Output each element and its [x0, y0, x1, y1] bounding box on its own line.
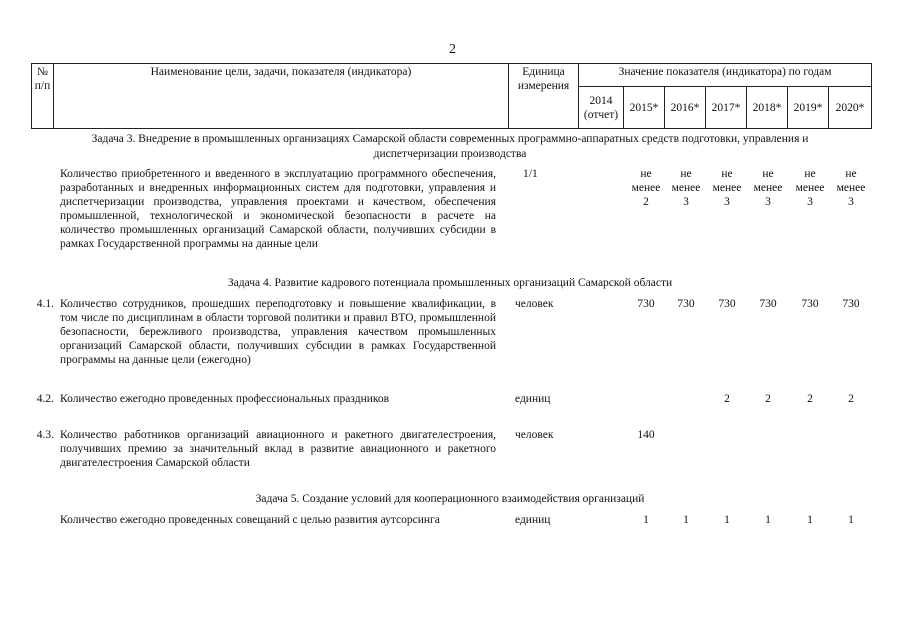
indicator-value: не менее 3	[795, 168, 825, 208]
indicator-name: Количество ежегодно проведенных совещаний с целью развития аутсорсинга	[60, 514, 440, 526]
indicator-value: 1	[765, 514, 771, 526]
header-year: 2016*	[665, 87, 706, 129]
header-values-title: Значение показателя (индикатора) по годам	[579, 64, 872, 87]
indicator-value: 1	[848, 514, 854, 526]
indicator-name: Количество приобретенного и введенного в эксплуатацию программного обеспечения, разработанных и внедренных информационных систем для подготовки, управления и диспетчеризации производства, управления проектами и качеством, обеспечения промышленной, технологической и экономической безопасности в расчете на количество промышленных организаций Самарской области, получивших субсидии в рамках Государственной программы на данные цели	[60, 168, 496, 250]
indicator-value: 1	[724, 514, 730, 526]
page-number: 2	[449, 42, 456, 57]
indicator-name: Количество сотрудников, прошедших переподготовку и повышение квалификации, в том числе по дисциплинам в области торговой политики и правил ВТО, промышленной безопасности, бережливого производства, управления качеством промышленных организаций Самарской области, получивших субсидии в рамках Государственной программы на данные цели (ежегодно)	[60, 298, 496, 366]
indicator-value: 730	[801, 298, 819, 310]
header-year: 2017*	[706, 87, 747, 129]
indicator-value: не менее 3	[836, 168, 866, 208]
indicator-value: не менее 3	[671, 168, 701, 208]
task-heading: Задача 3. Внедрение в промышленных организациях Самарской области современных программно-аппаратных средств подготовки, управления и диспетчеризации производства	[91, 133, 809, 160]
header-year: 2015*	[624, 87, 665, 129]
indicator-value: не менее 3	[712, 168, 742, 208]
indicator-value: 2	[807, 393, 813, 405]
row-number: 4.1.	[36, 298, 54, 310]
indicator-value: 2	[724, 393, 730, 405]
indicator-value: не менее 2	[631, 168, 661, 208]
indicator-value: 730	[677, 298, 695, 310]
indicator-value: 2	[848, 393, 854, 405]
indicator-name: Количество ежегодно проведенных профессиональных праздников	[60, 393, 390, 405]
header-year: 2019*	[788, 87, 829, 129]
task-heading: Задача 4. Развитие кадрового потенциала промышленных организаций Самарской области	[227, 277, 673, 289]
indicator-value: 1	[807, 514, 813, 526]
header-year: 2020*	[829, 87, 872, 129]
header-year: 2018*	[747, 87, 788, 129]
indicator-value: не менее 3	[753, 168, 783, 208]
indicator-name: Количество работников организаций авиационного и ракетного двигателестроения, получивших премию за значительный вклад в развитие авиационного и ракетного двигателестроения Самарской области	[60, 429, 496, 469]
indicator-value: 730	[718, 298, 736, 310]
header-unit: Единица измерения	[509, 64, 579, 129]
indicator-value: 730	[637, 298, 655, 310]
header-name: Наименование цели, задачи, показателя (индикатора)	[54, 64, 509, 129]
indicator-unit: единиц	[515, 514, 551, 526]
indicator-value: 2	[765, 393, 771, 405]
header-num: № п/п	[32, 64, 54, 129]
indicator-unit: 1/1	[523, 168, 538, 180]
header-year: 2014 (отчет)	[579, 87, 624, 129]
task-heading: Задача 5. Создание условий для кооперационного взаимодействия организаций	[255, 493, 645, 505]
indicator-value: 140	[637, 429, 655, 441]
indicator-unit: человек	[515, 429, 554, 441]
indicator-value: 730	[842, 298, 860, 310]
indicator-unit: человек	[515, 298, 554, 310]
indicator-unit: единиц	[515, 393, 551, 405]
indicator-value: 730	[759, 298, 777, 310]
indicator-value: 1	[643, 514, 649, 526]
row-number: 4.3.	[36, 429, 54, 441]
indicator-table-header	[31, 63, 872, 129]
indicator-value: 1	[683, 514, 689, 526]
row-number: 4.2.	[36, 393, 54, 405]
